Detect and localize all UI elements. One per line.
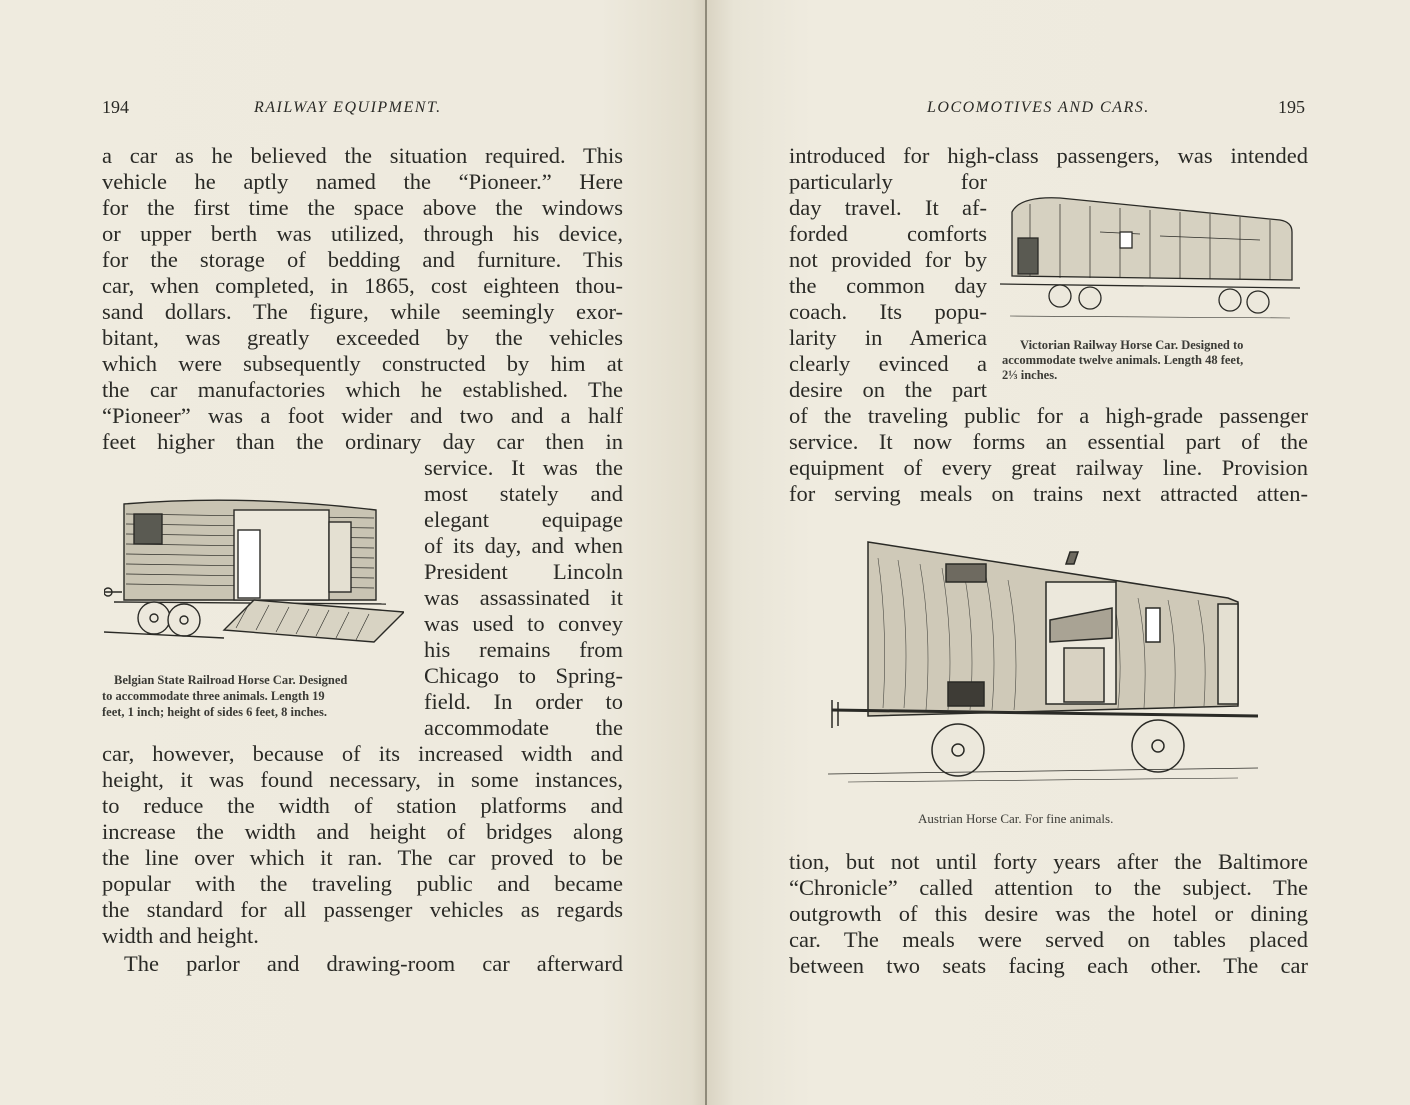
text-line: day travel. It af-	[789, 195, 987, 220]
text-line: width and height.	[102, 923, 259, 948]
text-line: field. In order to	[424, 689, 623, 714]
text-line: his remains from	[424, 637, 623, 662]
text-line: service. It now forms an essential part of the	[789, 429, 1308, 454]
text-line: the car manufactories which he established. The	[102, 377, 623, 402]
text-line: elegant equipage	[424, 507, 623, 532]
text-line: of the traveling public for a high-grade passenger	[789, 403, 1308, 428]
page-number-left: 194	[102, 97, 129, 117]
text-line: between two seats facing each other. The car	[789, 953, 1308, 978]
text-line: the common day	[789, 273, 987, 298]
text-line: Chicago to Spring-	[424, 663, 623, 688]
caption-line: 2⅓ inches.	[1002, 368, 1058, 382]
text-line: most stately and	[424, 481, 623, 506]
victorian-horse-car-illustration	[1000, 192, 1302, 326]
text-line: to reduce the width of station platforms and	[102, 793, 623, 818]
text-line: the standard for all passenger vehicles as regards	[102, 897, 623, 922]
text-line: height, it was found necessary, in some instances,	[102, 767, 623, 792]
page-number-right: 195	[1278, 97, 1305, 117]
text-line: car. The meals were served on tables placed	[789, 927, 1308, 952]
caption-line: Victorian Railway Horse Car. Designed to	[1020, 338, 1244, 352]
text-line: President Lincoln	[424, 559, 623, 584]
text-line: for the storage of bedding and furniture. This	[102, 247, 623, 272]
text-line: “Chronicle” called attention to the subject. The	[789, 875, 1308, 900]
austrian-horse-car-illustration	[828, 538, 1268, 788]
text-line: tion, but not until forty years after the Baltimore	[789, 849, 1308, 874]
caption-line: to accommodate three animals. Length 19	[102, 689, 325, 703]
text-line: particularly for	[789, 169, 987, 194]
text-line: The parlor and drawing-room car afterward	[124, 951, 623, 976]
belgian-horse-car-illustration	[104, 492, 404, 644]
caption-line: Belgian State Railroad Horse Car. Designed	[114, 673, 348, 687]
text-line: which were subsequently constructed by him at	[102, 351, 623, 376]
text-line: service. It was the	[424, 455, 623, 480]
text-line: for the first time the space above the windows	[102, 195, 623, 220]
caption-line: accommodate twelve animals. Length 48 feet,	[1002, 353, 1244, 367]
running-head-right: LOCOMOTIVES AND CARS.	[927, 99, 1150, 116]
text-line: car, however, because of its increased width and	[102, 741, 623, 766]
text-line: was used to convey	[424, 611, 623, 636]
text-line: was assassinated it	[424, 585, 623, 610]
text-line: for serving meals on trains next attracted atten-	[789, 481, 1308, 506]
text-line: “Pioneer” was a foot wider and two and a half	[102, 403, 623, 428]
text-line: introduced for high-class passengers, was intended	[789, 143, 1308, 168]
text-line: larity in America	[789, 325, 987, 350]
text-line: bitant, was greatly exceeded by the vehicles	[102, 325, 623, 350]
text-line: the line over which it ran. The car proved to be	[102, 845, 623, 870]
text-line: clearly evinced a	[789, 351, 987, 376]
text-line: increase the width and height of bridges along	[102, 819, 623, 844]
caption-line: feet, 1 inch; height of sides 6 feet, 8 inches.	[102, 705, 327, 719]
text-line: forded comforts	[789, 221, 987, 246]
austrian-horse-car-caption: Austrian Horse Car. For fine animals.	[918, 811, 1114, 826]
text-line: vehicle he aptly named the “Pioneer.” Here	[102, 169, 623, 194]
text-line: coach. Its popu-	[789, 299, 987, 324]
text-line: equipment of every great railway line. Provision	[789, 455, 1308, 480]
text-line: accommodate the	[424, 715, 623, 740]
text-line: outgrowth of this desire was the hotel or dining	[789, 901, 1308, 926]
text-line: of its day, and when	[424, 533, 623, 558]
text-line: not provided for by	[789, 247, 987, 272]
text-line: car, when completed, in 1865, cost eighteen thou-	[102, 273, 623, 298]
text-line: a car as he believed the situation required. This	[102, 143, 623, 168]
text-line: feet higher than the ordinary day car then in	[102, 429, 623, 454]
text-line: or upper berth was utilized, through his device,	[102, 221, 623, 246]
book-gutter	[705, 0, 707, 1105]
text-line: sand dollars. The figure, while seemingly exor-	[102, 299, 623, 324]
running-head-left: RAILWAY EQUIPMENT.	[254, 99, 442, 116]
text-line: popular with the traveling public and became	[102, 871, 623, 896]
text-line: desire on the part	[789, 377, 987, 402]
